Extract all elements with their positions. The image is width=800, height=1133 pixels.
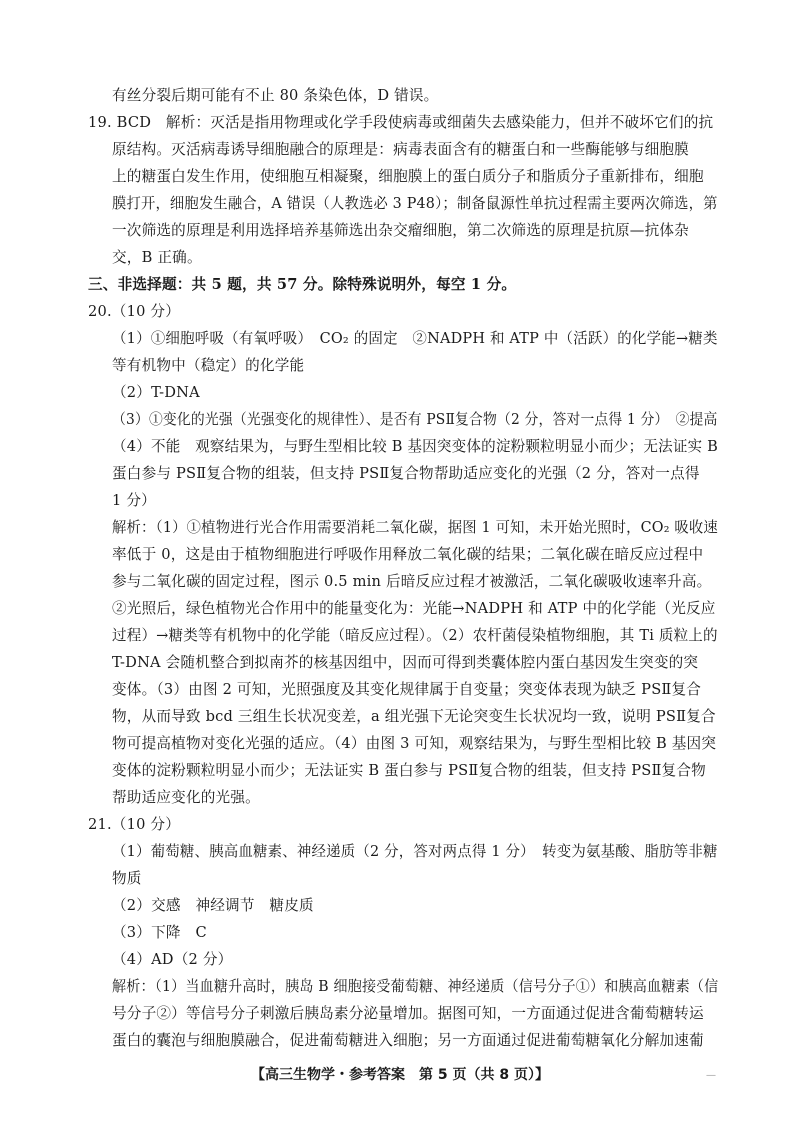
- text-line: 蛋白参与 PSⅡ复合物的组装，但支持 PSⅡ复合物帮助适应变化的光强（2 分，答对一点得: [112, 465, 700, 482]
- text-line: T-DNA 会随机整合到拟南芥的核基因组中，因而可得到类囊体腔内蛋白基因发生突变的突: [112, 654, 699, 671]
- text-line: （1）葡萄糖、胰高血糖素、神经递质（2 分，答对两点得 1 分） 转变为氨基酸、脂肪等非糖: [112, 843, 718, 860]
- question-20-heading: 20.（10 分）: [88, 303, 180, 320]
- text-line: 率低于 0，这是由于植物细胞进行呼吸作用释放二氧化碳的结果；二氧化碳在暗反应过程中: [112, 546, 704, 563]
- question-19-heading: 19. BCD 解析：灭活是指用物理或化学手段使病毒或细菌失去感染能力，但并不破坏它们的抗: [88, 114, 714, 131]
- text-line: 原结构。灭活病毒诱导细胞融合的原理是：病毒表面含有的糖蛋白和一些酶能够与细胞膜: [112, 141, 689, 158]
- analysis-paragraph: 解析：（1）①植物进行光合作用需要消耗二氧化碳，据图 1 可知，未开始光照时，CO₂ 吸收速: [112, 519, 718, 536]
- text-line: 一次筛选的原理是利用选择培养基筛选出杂交瘤细胞，第二次筛选的原理是抗原—抗体杂: [112, 222, 689, 239]
- corner-mark: —: [706, 1070, 716, 1081]
- text-line: （3）①变化的光强（光强变化的规律性）、是否有 PSⅡ复合物（2 分，答对一点得 1 分） ②提高: [112, 411, 718, 428]
- page-footer: 【高三生物学・参考答案 第 5 页（共 8 页）】: [251, 1067, 549, 1083]
- text-line: 号分子②）等信号分子刺激后胰岛素分泌量增加。据图可知，一方面通过促进含葡萄糖转运: [112, 1005, 704, 1022]
- text-line: （4）不能 观察结果为，与野生型相比较 B 基因突变体的淀粉颗粒明显小而少；无法证实 B: [112, 438, 719, 455]
- text-line: 物可提高植物对变化光强的适应。（4）由图 3 可知，观察结果为，与野生型相比较 B 基因突: [112, 735, 717, 752]
- text-line: （2）交感 神经调节 糖皮质: [112, 897, 314, 914]
- text-line: 物质: [112, 870, 142, 887]
- text-line: 物，从而导致 bcd 三组生长状况变差，a 组光强下无论突变生长状况均一致，说明 PSⅡ复合: [112, 708, 716, 725]
- text-line: ②光照后，绿色植物光合作用中的能量变化为：光能→NADPH 和 ATP 中的化学能（光反应: [112, 600, 716, 617]
- question-21-heading: 21.（10 分）: [88, 816, 180, 833]
- text-line: 参与二氧化碳的固定过程，图示 0.5 min 后暗反应过程才被激活，二氧化碳吸收速率升高。: [112, 573, 712, 590]
- text-line: 蛋白的囊泡与细胞膜融合，促进葡萄糖进入细胞；另一方面通过促进葡萄糖氧化分解加速葡: [112, 1032, 704, 1049]
- text-line: 1 分）: [112, 492, 156, 509]
- text-line: （2）T-DNA: [112, 384, 200, 401]
- text-line: 膜打开，细胞发生融合，A 错误（人教选必 3 P48）；制备鼠源性单抗过程需主要两次筛选，第: [112, 195, 718, 212]
- text-line: 帮助适应变化的光强。: [112, 789, 260, 806]
- text-line: 上的糖蛋白发生作用，使细胞互相凝聚，细胞膜上的蛋白质分子和脂质分子重新排布，细胞: [112, 168, 704, 185]
- text-line: 变体的淀粉颗粒明显小而少；无法证实 B 蛋白参与 PSⅡ复合物的组装，但支持 PSⅡ复合物: [112, 762, 706, 779]
- text-line: 交，B 正确。: [112, 249, 202, 266]
- analysis-paragraph: 解析：（1）当血糖升高时，胰岛 B 细胞接受葡萄糖、神经递质（信号分子①）和胰高血糖素（信: [112, 978, 719, 995]
- text-line: 等有机物中（稳定）的化学能: [112, 357, 305, 374]
- section-heading: 三、非选择题：共 5 题，共 57 分。除特殊说明外，每空 1 分。: [88, 276, 517, 293]
- text-line: 过程）→糖类等有机物中的化学能（暗反应过程）。（2）农杆菌侵染植物细胞，其 Ti 质粒上的: [112, 627, 718, 644]
- text-line: 有丝分裂后期可能有不止 80 条染色体，D 错误。: [112, 87, 439, 104]
- text-line: （3）下降 C: [112, 924, 207, 941]
- text-line: （4）AD（2 分）: [112, 951, 233, 968]
- text-line: （1）①细胞呼吸（有氧呼吸） CO₂ 的固定 ②NADPH 和 ATP 中（活跃）的化学能→糖类: [112, 330, 718, 347]
- text-line: 变体。（3）由图 2 可知，光照强度及其变化规律属于自变量；突变体表现为缺乏 PSⅡ复合: [112, 681, 702, 698]
